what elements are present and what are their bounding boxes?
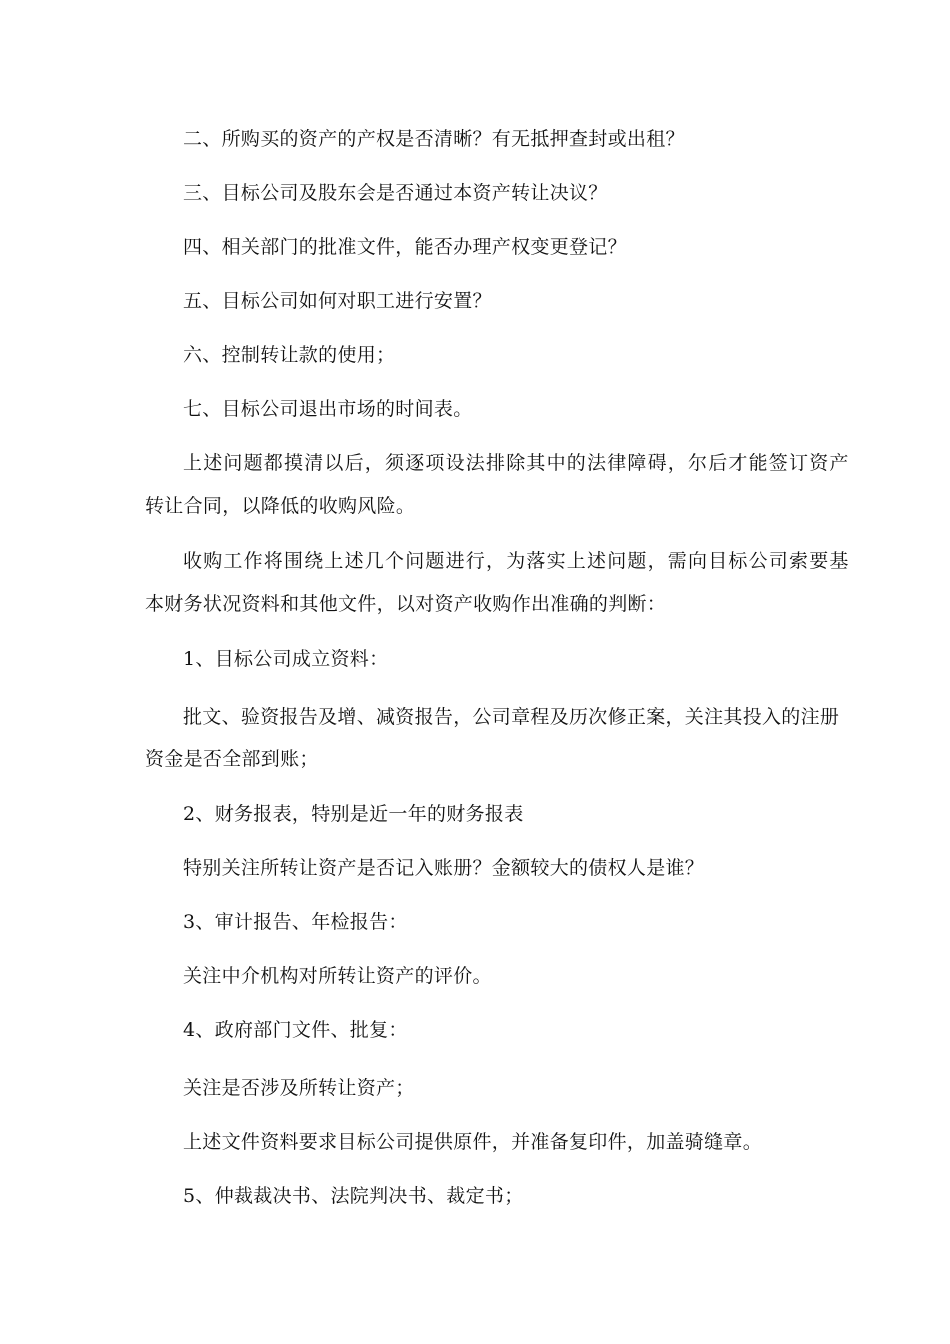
paragraph-line: 1、目标公司成立资料：	[183, 648, 389, 670]
paragraph-line: 5、仲裁裁决书、法院判决书、裁定书；	[183, 1185, 524, 1207]
paragraph-line: 资金是否全部到账；	[145, 748, 319, 770]
paragraph-line: 三、目标公司及股东会是否通过本资产转让决议？	[183, 182, 608, 204]
paragraph-line: 关注是否涉及所转让资产；	[183, 1077, 415, 1099]
paragraph-line: 七、目标公司退出市场的时间表。	[183, 398, 473, 420]
paragraph-line: 收购工作将围绕上述几个问题进行，为落实上述问题，需向目标公司索要基	[183, 550, 850, 572]
paragraph-line: 六、控制转让款的使用；	[183, 344, 396, 366]
paragraph-line: 二、所购买的资产的产权是否清晰？有无抵押查封或出租？	[183, 128, 685, 150]
paragraph-line: 关注中介机构对所转让资产的评价。	[183, 965, 492, 987]
paragraph-line: 3、审计报告、年检报告：	[183, 911, 408, 933]
paragraph-line: 四、相关部门的批准文件，能否办理产权变更登记？	[183, 236, 627, 258]
paragraph-line: 转让合同，以降低的收购风险。	[145, 495, 416, 517]
paragraph-line: 4、政府部门文件、批复：	[183, 1019, 408, 1041]
paragraph-line: 上述问题都摸清以后，须逐项设法排除其中的法律障碍，尔后才能签订资产	[183, 452, 850, 474]
paragraph-line: 五、目标公司如何对职工进行安置？	[183, 290, 492, 312]
paragraph-line: 本财务状况资料和其他文件，以对资产收购作出准确的判断：	[145, 593, 667, 615]
paragraph-line: 2、财务报表，特别是近一年的财务报表	[183, 803, 524, 825]
paragraph-line: 特别关注所转让资产是否记入账册？金额较大的债权人是谁？	[183, 857, 705, 879]
paragraph-line: 上述文件资料要求目标公司提供原件，并准备复印件，加盖骑缝章。	[183, 1131, 763, 1153]
paragraph-line: 批文、验资报告及增、减资报告，公司章程及历次修正案，关注其投入的注册	[183, 706, 840, 728]
